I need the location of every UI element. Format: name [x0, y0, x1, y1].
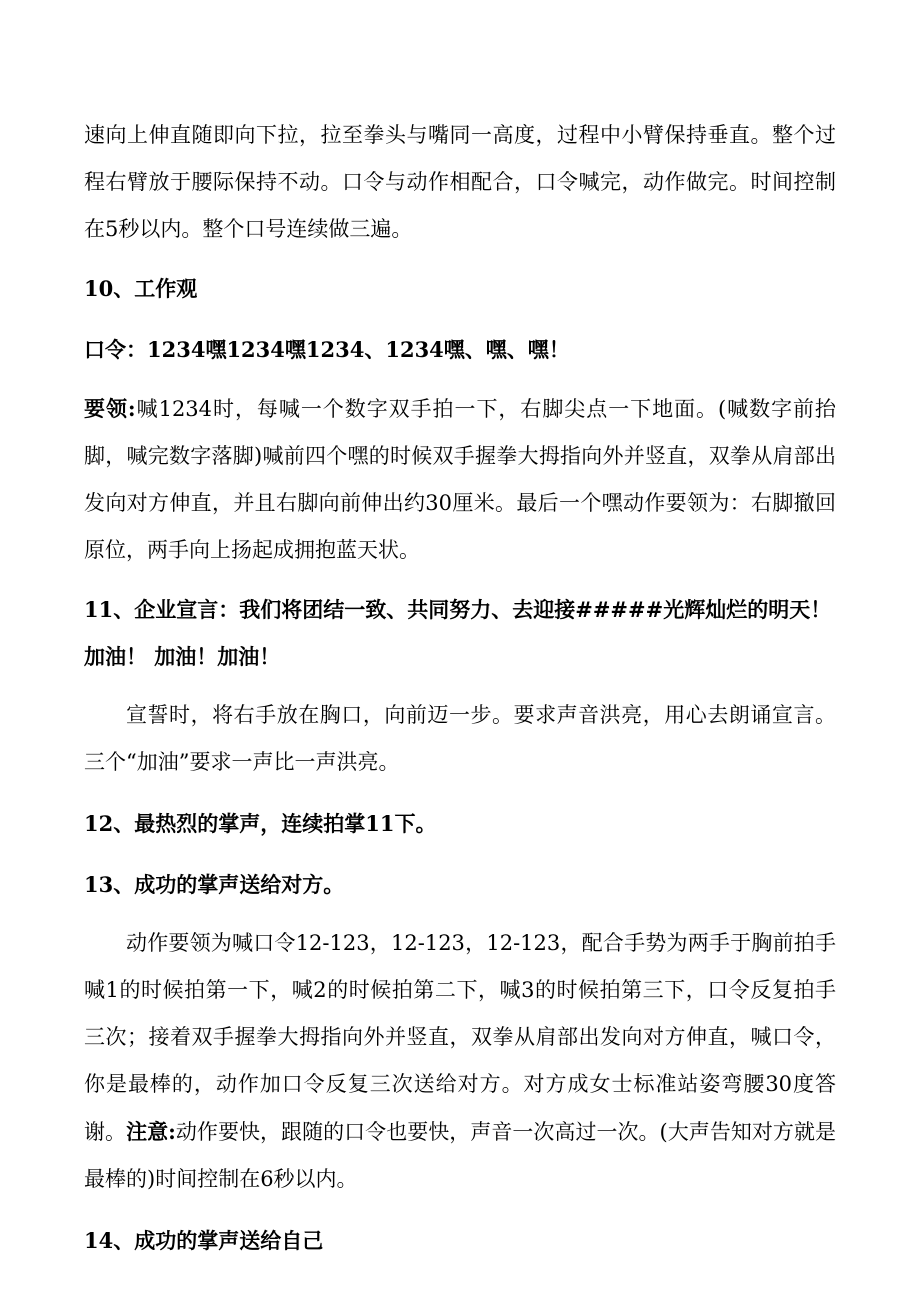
section-heading-11: 11、企业宣言：我们将团结一致、共同努力、去迎接#####光辉灿烂的明天！加油！ 加油！加油！ — [84, 597, 832, 669]
paragraph-13-note: 动作要快，跟随的口令也要快，声音一次高过一次。(大声告知对方就是最棒的)时间控制在6秒以内。 — [84, 1120, 836, 1191]
paragraph-11: 宣誓时，将右手放在胸口，向前迈一步。要求声音洪亮，用心去朗诵宣言。三个“加油”要求一声比一声洪亮。 — [84, 703, 836, 774]
key-points-paragraph-10 — [84, 385, 836, 574]
section-heading-13: 13、成功的掌声送给对方。 — [84, 872, 345, 897]
section-heading-10: 10、工作观 — [84, 276, 198, 301]
section-heading-12: 12、最热烈的掌声，连续拍掌11下。 — [84, 811, 437, 836]
paragraph-continuation: 速向上伸直随即向下拉，拉至拳头与嘴同一高度，过程中小臂保持垂直。整个过程右臂放于腰际保持不动。口令与动作相配合，口令喊完，动作做完。时间控制在5秒以内。整个口号连续做三遍。 — [84, 123, 836, 241]
paragraph-13-main: 动作要领为喊口令12-123，12-123，12-123，配合手势为两手于胸前拍手喊1的时候拍第一下，喊2的时候拍第二下，喊3的时候拍第三下，口令反复拍手三次；接着双手握拳大拇指向外并竖直，双拳从肩部出发向对方伸直，喊口令，你是最棒的，动作加口令反复三次送给对方。对方成女士标准站姿弯腰30度答谢。 — [84, 931, 836, 1144]
note-label: 注意: — [126, 1119, 176, 1144]
section-heading-14: 14、成功的掌声送给自己 — [84, 1228, 324, 1253]
paragraph-13 — [84, 920, 836, 1203]
key-points-label: 要领: — [84, 396, 136, 421]
key-points-text: 喊1234时，每喊一个数字双手拍一下，右脚尖点一下地面。(喊数字前抬脚，喊完数字落脚)喊前四个嘿的时候双手握拳大拇指向外并竖直，双拳从肩部出发向对方伸直，并且右脚向前伸出约30厘米。最后一个嘿动作要领为：右脚撤回原位，两手向上扬起成拥抱蓝天状。 — [84, 397, 836, 562]
command-line-10: 口令：1234嘿1234嘿1234、1234嘿、嘿、嘿！ — [84, 337, 570, 362]
